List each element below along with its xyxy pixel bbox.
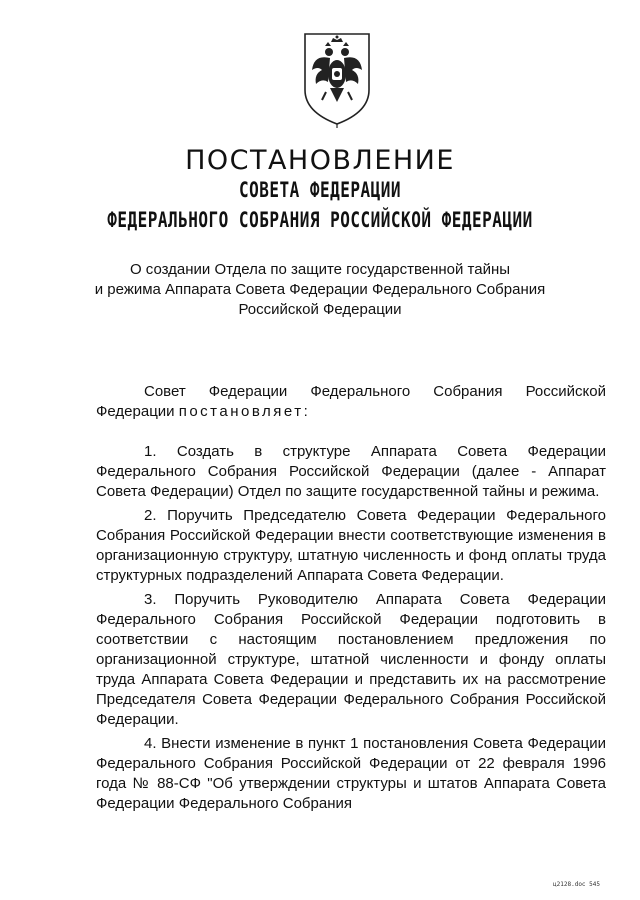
item-3: 3. Поручить Руководителю Аппарата Совета Федерации Федерального Собрания Российской Федерации подготовить в соответствии с настоящим постановлением предложения по организационной структуре, штатной численности и фонду оплаты труда Аппарата Совета Федерации и представить их на рассмотрение Председателя Совета Федерации Федерального Собрания Российской Федерации. [96,591,606,728]
document-subject [60,260,580,320]
preamble-text: Совет Федерации Федерального Собрания Российской Федерации [96,383,606,420]
page-title: ПОСТАНОВЛЕНИЕ [185,145,455,176]
item-4: 4. Внести изменение в пункт 1 постановления Совета Федерации Федерального Собрания Российской Федерации от 22 февраля 1996 года № 88-СФ "Об утверждении структуры и штатов Аппарата Совета Федерации Федерального Собрания [96,735,606,812]
issuer-line-1: СОВЕТА ФЕДЕРАЦИИ [238,176,402,203]
russian-coat-of-arms-icon [300,30,374,128]
subject-line: Российской Федерации [238,301,402,318]
item-2: 2. Поручить Председателю Совета Федерации Федерального Собрания Российской Федерации внести соответствующие изменения в организационную структуру, штатную численность и фонд оплаты труда структурных подразделений Аппарата Совета Федерации. [96,507,606,584]
document-footer-code: ц2128.doc 545 [553,881,600,888]
document-body [96,382,606,818]
issuer-line-2: ФЕДЕРАЛЬНОГО СОБРАНИЯ РОССИЙСКОЙ ФЕДЕРАЦИИ [107,206,533,233]
preamble-action: постановляет: [178,403,311,420]
item-1: 1. Создать в структуре Аппарата Совета Федерации Федерального Собрания Российской Федерации (далее - Аппарат Совета Федерации) Отдел по защите государственной тайны и режима. [96,443,606,500]
preamble [96,382,606,422]
subject-line: О создании Отдела по защите государственной тайны [129,261,511,278]
subject-line: и режима Аппарата Совета Федерации Федерального Собрания [94,281,546,298]
